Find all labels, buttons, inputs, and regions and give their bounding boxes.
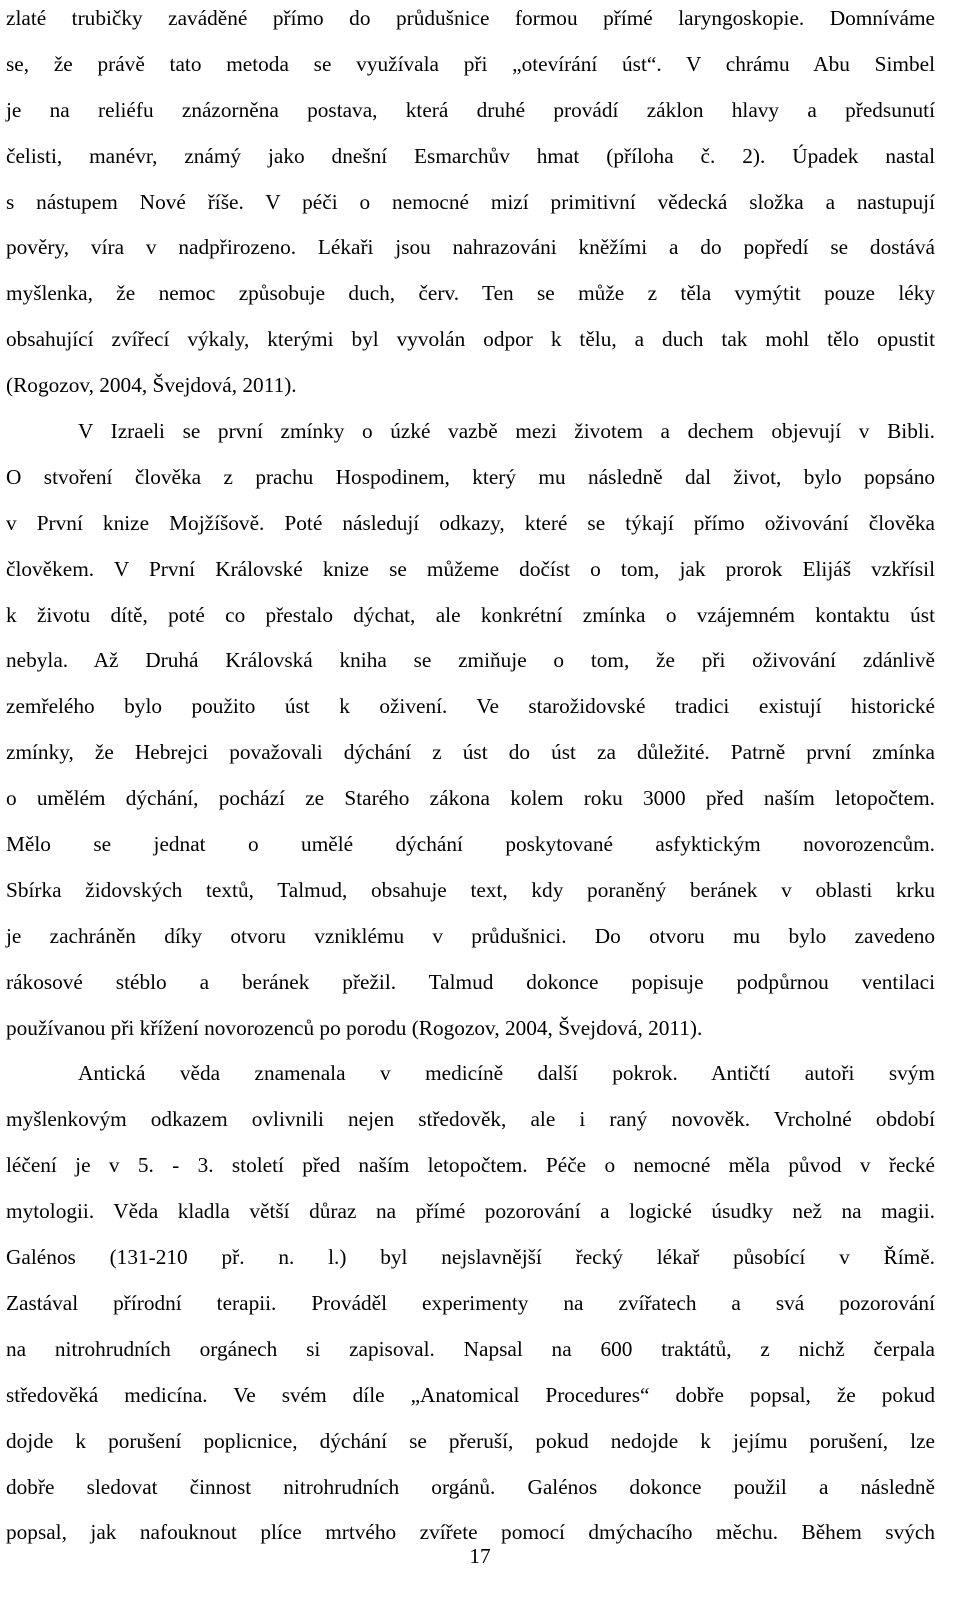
text-line: na nitrohrudních orgánech si zapisoval. Napsal na 600 traktátů, z nichž čerpala: [6, 1336, 935, 1361]
text-line: myšlenkovým odkazem ovlivnili nejen středověk, ale i raný novověk. Vrcholné období: [6, 1107, 935, 1132]
body-text: [6, 0, 935, 1556]
text-line: je zachráněn díky otvoru vzniklému v průdušnici. Do otvoru mu bylo zavedeno: [6, 923, 935, 948]
text-line: Antická věda znamenala v medicíně další pokrok. Antičtí autoři svým: [78, 1061, 935, 1086]
text-line: dobře sledovat činnost nitrohrudních orgánů. Galénos dokonce použil a následně: [6, 1474, 935, 1499]
text-line: zlaté trubičky zaváděné přímo do průdušnice formou přímé laryngoskopie. Domníváme: [6, 6, 935, 30]
text-line: nebyla. Až Druhá Královská kniha se zmiňuje o tom, že při oživování zdánlivě: [6, 648, 935, 673]
text-line: O stvoření člověka z prachu Hospodinem, který mu následně dal život, bylo popsáno: [6, 464, 935, 489]
text-line: středověká medicína. Ve svém díle „Anatomical Procedures“ dobře popsal, že pokud: [6, 1382, 935, 1407]
text-line: člověkem. V První Královské knize se můžeme dočíst o tom, jak prorok Elijáš vzkřísil: [6, 556, 935, 581]
text-line: (Rogozov, 2004, Švejdová, 2011).: [6, 373, 297, 398]
text-line: s nástupem Nové říše. V péči o nemocné mizí primitivní vědecká složka a nastupují: [6, 189, 935, 214]
text-line: dojde k porušení poplicnice, dýchání se přeruší, pokud nedojde k jejímu porušení, lze: [6, 1428, 935, 1453]
text-line: se, že právě tato metoda se využívala při „otevírání úst“. V chrámu Abu Simbel: [6, 51, 935, 76]
text-line: pověry, víra v nadpřirozeno. Lékaři jsou nahrazováni kněžími a do popředí se dostává: [6, 235, 935, 260]
text-line: v První knize Mojžíšově. Poté následují odkazy, které se týkají přímo oživování člověka: [6, 510, 935, 535]
page-number: 17: [469, 1544, 491, 1568]
text-line: Zastával přírodní terapii. Prováděl experimenty na zvířatech a svá pozorování: [6, 1290, 935, 1315]
text-line: léčení je v 5. - 3. století před naším letopočtem. Péče o nemocné měla původ v řecké: [6, 1153, 935, 1178]
text-line: k životu dítě, poté co přestalo dýchat, ale konkrétní zmínka o vzájemném kontaktu úst: [6, 602, 935, 627]
text-line: rákosové stéblo a beránek přežil. Talmud dokonce popisuje podpůrnou ventilaci: [6, 969, 935, 994]
text-line: zmínky, že Hebrejci považovali dýchání z úst do úst za důležité. Patrně první zmínka: [6, 740, 935, 765]
text-line: používanou při křížení novorozenců po porodu (Rogozov, 2004, Švejdová, 2011).: [6, 1015, 703, 1040]
text-line: čelisti, manévr, známý jako dnešní Esmarchův hmat (příloha č. 2). Úpadek nastal: [6, 143, 935, 168]
text-line: myšlenka, že nemoc způsobuje duch, červ. Ten se může z těla vymýtit pouze léky: [6, 281, 935, 306]
text-line: o umělém dýchání, pochází ze Starého zákona kolem roku 3000 před naším letopočtem.: [6, 786, 935, 811]
text-line: V Izraeli se první zmínky o úzké vazbě mezi životem a dechem objevují v Bibli.: [78, 419, 935, 444]
text-line: Sbírka židovských textů, Talmud, obsahuje text, kdy poraněný beránek v oblasti krku: [6, 877, 935, 902]
text-line: zemřelého bylo použito úst k oživení. Ve starožidovské tradici existují historické: [6, 694, 935, 719]
text-line: popsal, jak nafouknout plíce mrtvého zvířete pomocí dmýchacího měchu. Během svých: [6, 1520, 935, 1545]
text-line: Galénos (131-210 př. n. l.) byl nejslavnější řecký lékař působící v Římě.: [6, 1245, 935, 1270]
text-line: obsahující zvířecí výkaly, kterými byl vyvolán odpor k tělu, a duch tak mohl tělo opustit: [6, 327, 935, 352]
text-line: mytologii. Věda kladla větší důraz na přímé pozorování a logické úsudky než na magii.: [6, 1199, 935, 1224]
text-line: je na reliéfu znázorněna postava, která druhé provádí záklon hlavy a předsunutí: [6, 97, 935, 122]
text-line: Mělo se jednat o umělé dýchání poskytované asfyktickým novorozencům.: [6, 832, 935, 857]
